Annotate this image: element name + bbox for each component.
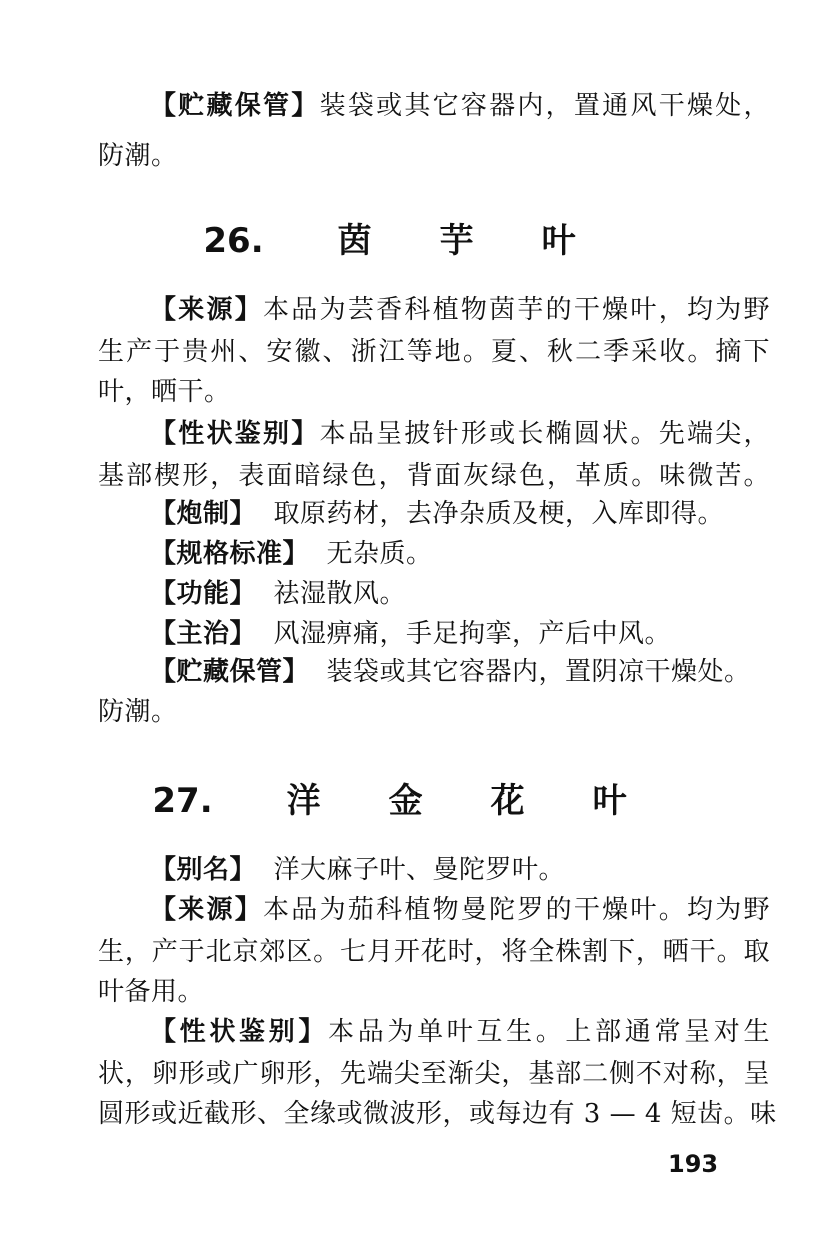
entry-26-function <box>150 574 770 614</box>
entry-26-source-label: 【来源】 <box>150 295 264 325</box>
entry-27-source-label: 【来源】 <box>150 895 264 925</box>
entry-26-indication-label: 【主治】 <box>150 619 257 649</box>
entry-26-storage-label: 【贮藏保管】 <box>150 657 310 687</box>
entry-27-source-line-1 <box>150 890 770 930</box>
entry-27-traits-line-3: 圆形或近截形、全缘或微波形，或每边有 3 — 4 短齿。味 <box>98 1099 777 1129</box>
prev-storage-label: 【贮藏保管】 <box>150 91 320 121</box>
entry-26-storage-line-1 <box>150 652 770 692</box>
entry-26-indication <box>150 614 770 654</box>
entry-26-traits-line-2: 基部楔形，表面暗绿色，背面灰绿色，革质。味微苦。 <box>98 461 770 491</box>
entry-27-traits-label: 【性状鉴别】 <box>150 1017 329 1047</box>
entry-26-name-char: 茵 <box>337 221 372 261</box>
entry-27-name-char: 洋 <box>286 781 321 821</box>
entry-26-number: 26. <box>203 221 264 261</box>
entry-26-heading <box>0 218 813 264</box>
entry-26-processing <box>150 494 770 534</box>
entry-26-standard-text: 无杂质。 <box>326 539 433 569</box>
entry-26-function-text: 祛湿散风。 <box>273 579 407 609</box>
entry-26-name-char: 芋 <box>439 221 474 261</box>
entry-27-heading <box>0 778 813 824</box>
entry-26-processing-text: 取原药材，去净杂质及梗，入库即得。 <box>273 499 725 529</box>
entry-27-alias <box>150 850 770 890</box>
entry-26-standard <box>150 534 770 574</box>
prev-storage-line-2: 防潮。 <box>98 141 178 171</box>
entry-27-name-char: 金 <box>388 781 423 821</box>
entry-27-alias-label: 【别名】 <box>150 855 257 885</box>
entry-27-traits-line-2: 状，卵形或广卵形，先端尖至渐尖，基部二侧不对称，呈 <box>98 1059 770 1089</box>
entry-27-name-char: 叶 <box>592 781 627 821</box>
page-number: 193 <box>668 1150 719 1178</box>
entry-27-traits-line-1 <box>150 1012 770 1052</box>
entry-26-standard-label: 【规格标准】 <box>150 539 310 569</box>
entry-27-alias-text: 洋大麻子叶、曼陀罗叶。 <box>273 855 566 885</box>
entry-27-source-line-3: 叶备用。 <box>98 977 205 1007</box>
entry-27-source-line-2: 生，产于北京郊区。七月开花时，将全株割下，晒干。取 <box>98 937 770 967</box>
entry-26-storage-text-1: 装袋或其它容器内，置阴凉干燥处。 <box>326 657 751 687</box>
entry-26-processing-label: 【炮制】 <box>150 499 257 529</box>
entry-27-number: 27. <box>152 781 213 821</box>
entry-26-traits-label: 【性状鉴别】 <box>150 419 320 449</box>
entry-27-source-text-1: 本品为茄科植物曼陀罗的干燥叶。均为野 <box>263 895 770 925</box>
entry-27-name-char: 花 <box>490 781 525 821</box>
entry-26-source-line-1 <box>150 290 770 330</box>
entry-26-traits-text-1: 本品呈披针形或长椭圆状。先端尖， <box>319 419 770 449</box>
entry-26-storage-line-2: 防潮。 <box>98 697 178 727</box>
prev-storage-line-1 <box>150 86 770 126</box>
entry-26-source-line-2: 生产于贵州、安徽、浙江等地。夏、秋二季采收。摘下 <box>98 337 770 367</box>
entry-27-traits-text-1: 本品为单叶互生。上部通常呈对生 <box>328 1017 770 1047</box>
entry-26-source-text-1: 本品为芸香科植物茵芋的干燥叶，均为野 <box>263 295 770 325</box>
entry-26-traits-line-1 <box>150 414 770 454</box>
entry-26-function-label: 【功能】 <box>150 579 257 609</box>
entry-26-source-line-3: 叶，晒干。 <box>98 377 231 407</box>
entry-26-indication-text: 风湿痹痛，手足拘挛，产后中风。 <box>273 619 672 649</box>
prev-storage-text-1: 装袋或其它容器内，置通风干燥处， <box>319 91 770 121</box>
entry-26-name-char: 叶 <box>541 221 576 261</box>
